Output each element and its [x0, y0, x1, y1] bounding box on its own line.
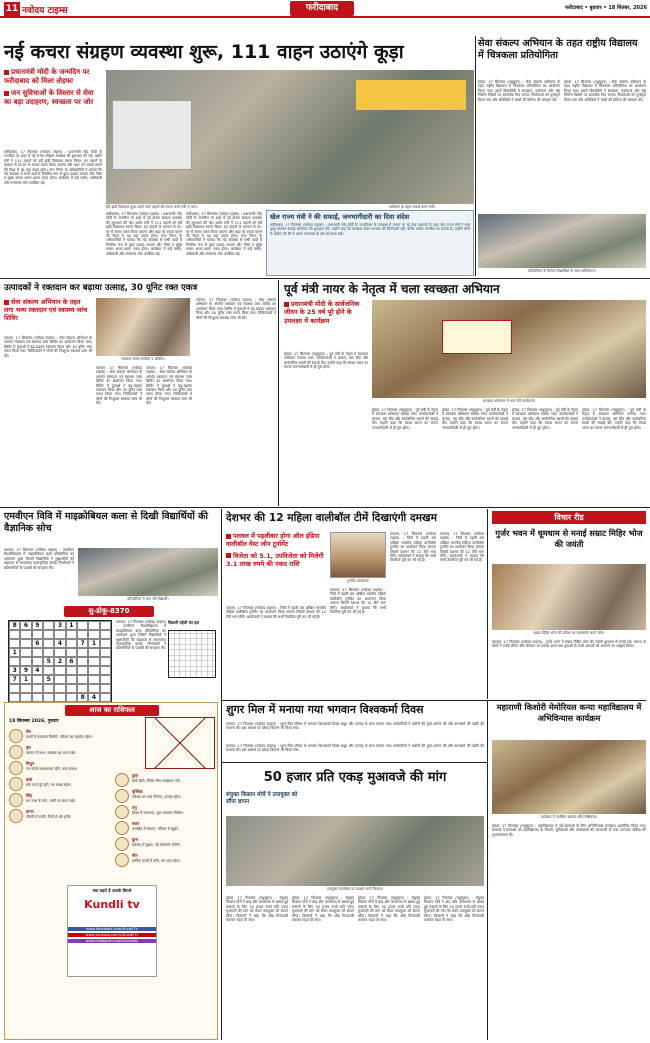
- zodiac-icon: [115, 853, 129, 867]
- zodiac-name: वृष: [26, 745, 31, 750]
- sudoku-cell: [77, 621, 88, 630]
- masthead: [0, 0, 650, 18]
- horoscope-date: 18 सितम्बर 2026, गुरुवार: [9, 719, 59, 724]
- sudoku-cell: [20, 648, 31, 657]
- zodiac-icon: [115, 773, 129, 787]
- lead-photo: [106, 70, 474, 204]
- zodiac-item: [115, 805, 215, 819]
- zodiac-item: [115, 821, 215, 835]
- volleyball-bullets: [226, 532, 326, 602]
- sudoku-title: सु-डोकू-8370: [64, 606, 154, 617]
- college-headline: महाराणी किशोरी मेमोरियल कन्या महाविद्यालय में अभिविन्यास कार्यक्रम: [496, 702, 642, 723]
- sudoku-cell: [54, 630, 65, 639]
- zodiac-name: कुंभ: [132, 837, 138, 842]
- zodiac-item: [115, 773, 215, 787]
- volleyball-body-4: पलवल, 17 सितम्बर (नवोदय टाइम्स) : जिले में पहली बार अखिल भारतीय महिला वालीबॉल टूर्नामेंट का आयोजन किया जाएगा जिसमें देशभर की 12 टीमें भाग लेंगी। आयोजकों ने बताया कि सभी तैयारियां पूरी कर ली गई हैं।: [440, 532, 484, 563]
- sudoku-cell: [9, 657, 20, 666]
- lead-body-col3: फरीदाबाद, 17 सितम्बर (नवोदय टाइम्स) : प्रधानमंत्री नरेंद्र मोदी के जन्मदिन पर शहर में नई कचरा संग्रहण व्यवस्था की शुरुआत की गई। उद्योग मंत्री ने 111 वाहनों को हरी झंडी दिखाकर रवाना किया। इन वाहनों के माध्यम से घर-घर से कचरा एकत्र किया जाएगा और शहर को स्वच्छ बनाने की दिशा में यह बड़ा कदम होगा। नगर निगम के अधिकारियों ने बताया कि नई व्यवस्था से सभी वार्डों में नियमित रूप से कूड़ा उठाया जाएगा और गीला व सूखा कचरा अलग-अलग एकत्र होगा। कार्यक्रम में कई पार्षद, अधिकारी और गणमान्य लोग उपस्थित रहे।: [186, 212, 262, 256]
- kundli-ad-brand: Kundli tv: [84, 898, 140, 911]
- zodiac-text: [26, 729, 93, 743]
- sudoku-cell: [43, 639, 54, 648]
- lead-bullet-1: प्रधानमंत्री मोदी के जन्मदिन पर फरीदाबाद को मिला तोहफा: [4, 68, 90, 85]
- sugar-body-right: पलवल, 17 सितम्बर (नवोदय टाइम्स) : शुगर मिल परिसर में भगवान विश्वकर्मा दिवस श्रद्धा और उत्साह के साथ मनाया गया। कर्मचारियों ने मशीनों की पूजा-अर्चना की और कारखाने की उन्नति की कामना की। इस अवसर पर प्रसाद वितरण भी किया गया।: [226, 744, 484, 753]
- sudoku-cell: [43, 693, 54, 702]
- sudoku-cell: [66, 684, 77, 693]
- zodiac-text: [132, 837, 180, 851]
- horoscope-chart: [145, 717, 215, 769]
- sudoku-cell: 9: [20, 666, 31, 675]
- sudoku-cell: [66, 675, 77, 684]
- kundli-ad: [67, 885, 157, 977]
- zodiac-name: वृश्चिक: [132, 789, 143, 794]
- right-top-body-b: होडल, 17 सितम्बर (मधुसूदन) : सेवा संकल्प अभियान के तहत राष्ट्रीय विद्यालय में चित्रकला प्रतियोगिता का आयोजन किया गया। इसमें विद्यार्थियों ने स्वच्छता, पर्यावरण और राष्ट्र निर्माण विषयों पर आकर्षक चित्र बनाए। विजेताओं को पुरस्कृत किया गया और अतिथियों ने बच्चों की प्रतिभा की सराहना की।: [564, 80, 646, 102]
- zodiac-name: सिंह: [26, 793, 32, 798]
- horoscope-box: [4, 702, 218, 1040]
- cleanliness-sub: प्रधानमंत्री मोदी के सार्वजनिक जीवन के 25 वर्ष पूरे होने के उपलक्ष्य में कार्यक्रम: [284, 300, 360, 325]
- sudoku-prev-grid: [168, 630, 216, 678]
- sudoku-cell: [54, 648, 65, 657]
- zodiac-name: धनु: [132, 805, 137, 810]
- zodiac-text: [132, 821, 179, 835]
- zodiac-name: मेष: [26, 729, 31, 734]
- right-top-caption: प्रतियोगिता के विजेता विद्यार्थियों के साथ अतिथिगण।: [528, 269, 596, 273]
- volleyball-person-caption: टूर्नामेंट आयोजक: [347, 579, 369, 583]
- sudoku-cell: 1: [20, 675, 31, 684]
- sports-headline: खेल राज्य मंत्री ने की सफाई, जनभागीदारी का दिया संदेश: [270, 213, 410, 221]
- zodiac-prediction: रुके कार्य पूरे होंगे, मन प्रसन्न रहेगा।: [26, 783, 72, 787]
- sudoku-prev-label: पिछली पहेली का हल: [168, 620, 200, 625]
- sudoku-cell: [66, 639, 77, 648]
- sudoku-cell: [32, 630, 43, 639]
- sudoku-cell: 7: [77, 639, 88, 648]
- cleanliness-body-2: होडल, 17 सितम्बर (मधुसूदन) : पूर्व मंत्री के नेतृत्व में स्वच्छता अभियान चलाया गया। कार्यकर्ताओं ने बाजार, बस स्टैंड और सार्वजनिक स्थलों की सफाई की। उन्होंने कहा कि स्वच्छ भारत का सपना जनभागीदारी से ही पूरा होगा।: [372, 408, 438, 430]
- volleyball-body-2: पलवल, 17 सितम्बर (नवोदय टाइम्स) : जिले में पहली बार अखिल भारतीय महिला वालीबॉल टूर्नामेंट का आयोजन किया जाएगा जिसमें देशभर की 12 टीमें भाग लेंगी। आयोजकों ने बताया कि सभी तैयारियां पूरी कर ली गई हैं।: [330, 588, 386, 615]
- zodiac-item: [115, 789, 215, 803]
- sudoku-cell: [88, 648, 99, 657]
- cleanliness-body-1: होडल, 17 सितम्बर (मधुसूदन) : पूर्व मंत्री के नेतृत्व में स्वच्छता अभियान चलाया गया। कार्यकर्ताओं ने बाजार, बस स्टैंड और सार्वजनिक स्थलों की सफाई की। उन्होंने कहा कि स्वच्छ भारत का सपना जनभागीदारी से ही पूरा होगा।: [284, 352, 368, 370]
- sudoku-cell: 8: [9, 621, 20, 630]
- zodiac-icon: [115, 837, 129, 851]
- volleyball-body-3: पलवल, 17 सितम्बर (नवोदय टाइम्स) : जिले में पहली बार अखिल भारतीय महिला वालीबॉल टूर्नामेंट का आयोजन किया जाएगा जिसमें देशभर की 12 टीमें भाग लेंगी। आयोजकों ने बताया कि सभी तैयारियां पूरी कर ली गई हैं।: [390, 532, 436, 563]
- sudoku-cell: [43, 684, 54, 693]
- sudoku-cell: [88, 684, 99, 693]
- sudoku-cell: [100, 693, 111, 702]
- zodiac-text: [132, 805, 184, 819]
- sudoku-cell: [9, 630, 20, 639]
- zodiac-prediction: धार्मिक कार्यों में रुचि, मन शांत रहेगा।: [132, 859, 181, 863]
- lead-headline: नई कचरा संग्रहण व्यवस्था शुरू, 111 वाहन उठाएंगे कूड़ा: [4, 41, 404, 63]
- zodiac-text: [26, 793, 75, 807]
- zodiac-icon: [115, 821, 129, 835]
- compensation-sub: संयुक्त किसान मोर्चे ने उपायुक्त को सौंपा ज्ञापन: [226, 792, 298, 805]
- zodiac-name: कर्क: [26, 777, 33, 782]
- zodiac-prediction: स्वास्थ्य में सुधार, नई योजनाएं बनेंगी।: [132, 843, 180, 847]
- zodiac-prediction: कार्यों में सफलता मिलेगी, परिवार का सहयोग रहेगा।: [26, 735, 93, 739]
- sudoku-cell: [88, 621, 99, 630]
- zodiac-name: मीन: [132, 853, 138, 858]
- sudoku-cell: [66, 666, 77, 675]
- sudoku-cell: [32, 675, 43, 684]
- sudoku-cell: [77, 648, 88, 657]
- zodiac-prediction: परिश्रम का फल मिलेगा, उत्साह रहेगा।: [132, 795, 182, 799]
- sudoku-cell: 3: [54, 621, 65, 630]
- volleyball-bullet-1: पलवल में पहलीबार होगा ऑल इंडिया वालीबॉल वेस्ट जोन टूर्नामेंट: [226, 532, 320, 549]
- lead-body-col2: फरीदाबाद, 17 सितम्बर (नवोदय टाइम्स) : प्रधानमंत्री नरेंद्र मोदी के जन्मदिन पर शहर में नई कचरा संग्रहण व्यवस्था की शुरुआत की गई। उद्योग मंत्री ने 111 वाहनों को हरी झंडी दिखाकर रवाना किया। इन वाहनों के माध्यम से घर-घर से कचरा एकत्र किया जाएगा और शहर को स्वच्छ बनाने की दिशा में यह बड़ा कदम होगा। नगर निगम के अधिकारियों ने बताया कि नई व्यवस्था से सभी वार्डों में नियमित रूप से कूड़ा उठाया जाएगा और गीला व सूखा कचरा अलग-अलग एकत्र होगा। कार्यक्रम में कई पार्षद, अधिकारी और गणमान्य लोग उपस्थित रहे।: [106, 212, 182, 256]
- kundli-ad-fb[interactable]: www.facebook.com/KundliTv: [68, 927, 156, 931]
- cleanliness-body-5: होडल, 17 सितम्बर (मधुसूदन) : पूर्व मंत्री के नेतृत्व में स्वच्छता अभियान चलाया गया। कार्यकर्ताओं ने बाजार, बस स्टैंड और सार्वजनिक स्थलों की सफाई की। उन्होंने कहा कि स्वच्छ भारत का सपना जनभागीदारी से ही पूरा होगा।: [582, 408, 646, 430]
- volleyball-bullet-2: विजेता को 5.1, उपविजेता को मिलेगी 3.1 लाख रुपये की नकद राशि: [226, 551, 324, 569]
- mbs-photo: [78, 548, 218, 596]
- compensation-body-4: होडल, 17 सितम्बर (मधुसूदन) : संयुक्त किसान मोर्चे ने बाढ़ और जलभराव से खराब हुई फसलों के लिए 50 हजार रुपये प्रति एकड़ मुआवजे की मांग को लेकर उपायुक्त को ज्ञापन सौंपा। किसानों ने कहा कि शीघ्र गिरदावरी कराकर राहत दी जाए।: [424, 896, 484, 923]
- zodiac-text: [26, 745, 76, 759]
- sudoku-cell: [43, 630, 54, 639]
- sudoku-cell: 9: [32, 621, 43, 630]
- mbs-headline: एमवीएन विवि में माइक्रोबियल कला से दिखी विद्यार्थियों की वैज्ञानिक सोच: [4, 511, 209, 534]
- sudoku-cell: [20, 657, 31, 666]
- lead-body-col1: फरीदाबाद, 17 सितम्बर (नवोदय टाइम्स) : प्रधानमंत्री नरेंद्र मोदी के जन्मदिन पर शहर में नई कचरा संग्रहण व्यवस्था की शुरुआत की गई। उद्योग मंत्री ने 111 वाहनों को हरी झंडी दिखाकर रवाना किया। इन वाहनों के माध्यम से घर-घर से कचरा एकत्र किया जाएगा और शहर को स्वच्छ बनाने की दिशा में यह बड़ा कदम होगा। नगर निगम के अधिकारियों ने बताया कि नई व्यवस्था से सभी वार्डों में नियमित रूप से कूड़ा उठाया जाएगा और गीला व सूखा कचरा अलग-अलग एकत्र होगा। कार्यक्रम में कई पार्षद, अधिकारी और गणमान्य लोग उपस्थित रहे।: [4, 150, 102, 185]
- cleanliness-photo: [372, 300, 646, 398]
- horoscope-title: आज का राशिफल: [65, 705, 159, 716]
- zodiac-name: तुला: [132, 773, 139, 778]
- zodiac-prediction: कार्यक्षेत्र में सम्मान, परिवार में खुशी।: [132, 827, 179, 831]
- zodiac-item: [115, 853, 215, 867]
- sudoku-cell: 1: [88, 639, 99, 648]
- sudoku-cell: 6: [66, 657, 77, 666]
- zodiac-name: मिथुन: [26, 761, 35, 766]
- sudoku-cell: 2: [54, 657, 65, 666]
- sudoku-cell: [100, 675, 111, 684]
- blood-body-1: पलवल, 17 सितम्बर (नवोदय टाइम्स) : सेवा संकल्प अभियान के अंतर्गत रक्तदान एवं स्वास्थ्य जांच शिविर का आयोजन किया गया। शिविर में युवाओं ने बढ़-चढ़कर रक्तदान किया और 30 यूनिट रक्त एकत्र किया गया। चिकित्सकों ने लोगों की निःशुल्क स्वास्थ्य जांच भी की।: [4, 336, 92, 358]
- sudoku-cell: [77, 684, 88, 693]
- sudoku-cell: 6: [20, 621, 31, 630]
- lead-bullet-2: जन सुविधाओं के विस्तार से सेवा का बड़ा उदाहरण, स्वच्छता पर जोर: [4, 89, 94, 106]
- zodiac-item: [9, 793, 109, 807]
- sudoku-cell: [20, 693, 31, 702]
- sudoku-cell: [88, 666, 99, 675]
- zodiac-text: [132, 773, 180, 787]
- mbs-body: पलवल, 17 सितम्बर (नवोदय टाइम्स) : एमवीएन विश्वविद्यालय में माइक्रोबियल कला प्रतियोगिता का आयोजन हुआ जिसमें विद्यार्थियों ने सूक्ष्मजीवों की सहायता से रचनात्मक कलाकृतियां बनाईं। निर्णायकों ने प्रतिभागियों के प्रयासों की सराहना की।: [4, 548, 74, 570]
- sudoku-cell: [66, 648, 77, 657]
- kundli-ad-tag: क्या कहते हैं आपके सितारे: [92, 888, 132, 893]
- sudoku-cell: [100, 666, 111, 675]
- cleanliness-banner: [442, 320, 512, 354]
- compensation-body-2: होडल, 17 सितम्बर (मधुसूदन) : संयुक्त किसान मोर्चे ने बाढ़ और जलभराव से खराब हुई फसलों के लिए 50 हजार रुपये प्रति एकड़ मुआवजे की मांग को लेकर उपायुक्त को ज्ञापन सौंपा। किसानों ने कहा कि शीघ्र गिरदावरी कराकर राहत दी जाए।: [292, 896, 354, 923]
- sudoku-cell: [32, 684, 43, 693]
- sudoku-cell: [77, 666, 88, 675]
- zodiac-item: [9, 761, 109, 775]
- sudoku-cell: [88, 657, 99, 666]
- zodiac-icon: [115, 805, 129, 819]
- sudoku-cell: [77, 657, 88, 666]
- zodiac-icon: [9, 809, 23, 823]
- zodiac-name: मकर: [132, 821, 140, 826]
- right-top-headline: सेवा संकल्प अभियान के तहत राष्ट्रीय विद्यालय में चित्रकला प्रतियोगिता: [478, 38, 638, 61]
- sudoku-cell: 4: [32, 666, 43, 675]
- right-top-body-a: होडल, 17 सितम्बर (मधुसूदन) : सेवा संकल्प अभियान के तहत राष्ट्रीय विद्यालय में चित्रकला प्रतियोगिता का आयोजन किया गया। इसमें विद्यार्थियों ने स्वच्छता, पर्यावरण और राष्ट्र निर्माण विषयों पर आकर्षक चित्र बनाए। विजेताओं को पुरस्कृत किया गया और अतिथियों ने बच्चों की प्रतिभा की सराहना की।: [478, 80, 560, 102]
- brand-name: नवोदय टाइम्स: [22, 6, 68, 16]
- chikitsa-body: पलवल, 17 सितम्बर (नवोदय टाइम्स) : गुर्जर भवन में सम्राट मिहिर भोज की जयंती धूमधाम से मनाई गई। समाज के लोगों ने उनके जीवन और योगदान पर प्रकाश डाला तथा युवाओं से उनके आदर्शों को अपनाने का आह्वान किया।: [492, 640, 646, 649]
- sudoku-cell: [88, 675, 99, 684]
- zodiac-text: [26, 777, 71, 791]
- college-body: होडल, 17 सितम्बर (मधुसूदन) : महाविद्यालय में नई छात्राओं के लिए अभिविन्यास कार्यक्रम आयोजित किया गया। प्राचार्या ने छात्राओं को महाविद्यालय के नियमों, सुविधाओं और पाठ्यक्रमों की जानकारी दी तथा उज्ज्वल भविष्य की शुभकामनाएं दीं।: [492, 824, 646, 837]
- sudoku-cell: [9, 693, 20, 702]
- zodiac-item: [9, 729, 109, 743]
- zodiac-prediction: खर्च बढ़ेंगे, निवेश सोच-समझकर करें।: [132, 779, 181, 783]
- sudoku-cell: [88, 630, 99, 639]
- sudoku-grid: [8, 620, 112, 703]
- lead-bullets: [4, 68, 102, 148]
- section-title: फरीदाबाद: [290, 1, 354, 16]
- volleyball-body-1: पलवल, 17 सितम्बर (नवोदय टाइम्स) : जिले में पहली बार अखिल भारतीय महिला वालीबॉल टूर्नामेंट का आयोजन किया जाएगा जिसमें देशभर की 12 टीमें भाग लेंगी। आयोजकों ने बताया कि सभी तैयारियां पूरी कर ली गई हैं।: [226, 606, 326, 619]
- zodiac-prediction: शिक्षा में सफलता, शुभ समाचार मिलेगा।: [132, 811, 184, 815]
- zodiac-item: [115, 837, 215, 851]
- cleanliness-caption: स्वच्छता अभियान में भाग लेते कार्यकर्ता।: [482, 399, 536, 403]
- sports-box: [266, 210, 474, 276]
- chikitsa-photo: [492, 564, 646, 630]
- lead-photo-caption: हरी झंडी दिखाकर कूड़ा उठाने वाले वाहनों को रवाना करते मंत्री व अन्य।: [106, 205, 198, 209]
- banner-shape: [356, 80, 466, 110]
- dateline: फरीदाबाद • बुधवार • 18 सितंबर, 2026: [564, 5, 647, 11]
- college-caption: कार्यक्रम में उपस्थित छात्राएं और शिक्षिकाएं।: [540, 815, 598, 819]
- sudoku-cell: [20, 684, 31, 693]
- horoscope-list-left: [9, 729, 109, 1035]
- zodiac-icon: [9, 793, 23, 807]
- cleanliness-headline: पूर्व मंत्री नायर के नेतृत्व में चला स्वच्छता अभियान: [284, 282, 500, 296]
- volleyball-headline: देशभर की 12 महिला वालीबॉल टीमें दिखाएंगी दमखम: [226, 512, 437, 524]
- sudoku-cell: [32, 657, 43, 666]
- sudoku-cell: 5: [43, 657, 54, 666]
- zodiac-name: कन्या: [26, 809, 34, 814]
- sudoku-cell: [77, 630, 88, 639]
- sudoku-cell: [9, 639, 20, 648]
- sudoku-cell: [100, 648, 111, 657]
- sugar-headline: शुगर मिल में मनाया गया भगवान विश्वकर्मा दिवस: [226, 703, 424, 716]
- sports-body: फरीदाबाद, 17 सितम्बर (नवोदय टाइम्स) : प्रधानमंत्री नरेंद्र मोदी के जन्मदिवस के उपलक्ष्य में चलाए जा रहे सेवा पखवाड़े के तहत खेल राज्य मंत्री ने स्वयं झाड़ू लगाकर सफाई अभियान की शुरुआत की। उन्होंने कहा कि स्वच्छता केवल सरकार की जिम्मेदारी नहीं, बल्कि प्रत्येक नागरिक का कर्तव्य है। उन्होंने लोगों से अपील की कि वे अपने आसपास के क्षेत्र को साफ रखें।: [270, 223, 470, 236]
- truck-shape: [112, 100, 192, 170]
- sudoku-cell: [100, 630, 111, 639]
- blood-sub: सेवा संकल्प अभियान के तहत लगा भव्य रक्तदान एवं स्वास्थ्य जांच शिविर: [4, 298, 88, 322]
- compensation-headline: 50 हजार प्रति एकड़ मुआवजे की मांग: [263, 770, 447, 785]
- sudoku-cell: [43, 666, 54, 675]
- college-photo: [492, 740, 646, 814]
- zodiac-item: [9, 809, 109, 823]
- sudoku-instructions: पलवल, 17 सितम्बर (नवोदय टाइम्स) : एमवीएन विश्वविद्यालय में माइक्रोबियल कला प्रतियोगिता का आयोजन हुआ जिसमें विद्यार्थियों ने सूक्ष्मजीवों की सहायता से रचनात्मक कलाकृतियां बनाईं। निर्णायकों ने प्रतिभागियों के प्रयासों की सराहना की।: [116, 620, 166, 651]
- sudoku-cell: 3: [9, 666, 20, 675]
- sugar-body: पलवल, 17 सितम्बर (नवोदय टाइम्स) : शुगर मिल परिसर में भगवान विश्वकर्मा दिवस श्रद्धा और उत्साह के साथ मनाया गया। कर्मचारियों ने मशीनों की पूजा-अर्चना की और कारखाने की उन्नति की कामना की। इस अवसर पर प्रसाद वितरण भी किया गया।: [226, 722, 484, 731]
- zodiac-icon: [9, 777, 23, 791]
- blood-body-2: पलवल, 17 सितम्बर (नवोदय टाइम्स) : सेवा संकल्प अभियान के अंतर्गत रक्तदान एवं स्वास्थ्य जांच शिविर का आयोजन किया गया। शिविर में युवाओं ने बढ़-चढ़कर रक्तदान किया और 30 यूनिट रक्त एकत्र किया गया। चिकित्सकों ने लोगों की निःशुल्क स्वास्थ्य जांच भी की।: [96, 366, 142, 406]
- sudoku-cell: [66, 630, 77, 639]
- sudoku-cell: [54, 675, 65, 684]
- zodiac-text: [132, 853, 180, 867]
- page-number: 11: [5, 4, 19, 14]
- blood-photo: [96, 298, 190, 356]
- sudoku-cell: 7: [9, 675, 20, 684]
- compensation-photo: [226, 816, 484, 886]
- sudoku-cell: 5: [43, 675, 54, 684]
- sudoku-cell: [100, 684, 111, 693]
- zodiac-text: [26, 761, 77, 775]
- compensation-body-3: होडल, 17 सितम्बर (मधुसूदन) : संयुक्त किसान मोर्चे ने बाढ़ और जलभराव से खराब हुई फसलों के लिए 50 हजार रुपये प्रति एकड़ मुआवजे की मांग को लेकर उपायुक्त को ज्ञापन सौंपा। किसानों ने कहा कि शीघ्र गिरदावरी कराकर राहत दी जाए।: [358, 896, 420, 923]
- sudoku-cell: [43, 648, 54, 657]
- sudoku-cell: [43, 621, 54, 630]
- sudoku-cell: [100, 639, 111, 648]
- blood-body-4: पलवल, 17 सितम्बर (नवोदय टाइम्स) : सेवा संकल्प अभियान के अंतर्गत रक्तदान एवं स्वास्थ्य जांच शिविर का आयोजन किया गया। शिविर में युवाओं ने बढ़-चढ़कर रक्तदान किया और 30 यूनिट रक्त एकत्र किया गया। चिकित्सकों ने लोगों की निःशुल्क स्वास्थ्य जांच भी की।: [196, 298, 276, 320]
- sudoku-cell: 4: [88, 693, 99, 702]
- zodiac-item: [9, 745, 109, 759]
- sudoku-cell: [20, 639, 31, 648]
- volleyball-person-photo: [330, 532, 386, 578]
- cleanliness-body-3: होडल, 17 सितम्बर (मधुसूदन) : पूर्व मंत्री के नेतृत्व में स्वच्छता अभियान चलाया गया। कार्यकर्ताओं ने बाजार, बस स्टैंड और सार्वजनिक स्थलों की सफाई की। उन्होंने कहा कि स्वच्छ भारत का सपना जनभागीदारी से ही पूरा होगा।: [442, 408, 508, 430]
- zodiac-prediction: धन लाभ के योग, वाणी पर संयम रखें।: [26, 799, 76, 803]
- sudoku-cell: [9, 684, 20, 693]
- zodiac-prediction: नए संपर्क लाभदायक रहेंगे, यात्रा संभव।: [26, 767, 78, 771]
- zodiac-item: [9, 777, 109, 791]
- blood-body-3: पलवल, 17 सितम्बर (नवोदय टाइम्स) : सेवा संकल्प अभियान के अंतर्गत रक्तदान एवं स्वास्थ्य जांच शिविर का आयोजन किया गया। शिविर में युवाओं ने बढ़-चढ़कर रक्तदान किया और 30 यूनिट रक्त एकत्र किया गया। चिकित्सकों ने लोगों की निःशुल्क स्वास्थ्य जांच भी की।: [146, 366, 192, 406]
- zodiac-prediction: नौकरी में प्रगति, मित्रों से भेंट होगी।: [26, 815, 72, 819]
- compensation-body-1: होडल, 17 सितम्बर (मधुसूदन) : संयुक्त किसान मोर्चे ने बाढ़ और जलभराव से खराब हुई फसलों के लिए 50 हजार रुपये प्रति एकड़ मुआवजे की मांग को लेकर उपायुक्त को ज्ञापन सौंपा। किसानों ने कहा कि शीघ्र गिरदावरी कराकर राहत दी जाए।: [226, 896, 288, 923]
- kundli-ad-ig[interactable]: www.instagram.com/kundlitv: [68, 939, 156, 943]
- zodiac-icon: [115, 789, 129, 803]
- mbs-caption: प्रतियोगिता में भाग लेते विद्यार्थी।: [127, 597, 169, 601]
- sudoku-cell: 6: [32, 639, 43, 648]
- sudoku-cell: [66, 693, 77, 702]
- chikitsa-headline: गुर्जर भवन में धूमधाम से मनाई सम्राट मिहिर भोज की जयंती: [495, 528, 643, 549]
- zodiac-icon: [9, 745, 23, 759]
- blood-headline: उत्पादकों ने रक्तदान कर बढ़ाया उत्साह, 30 यूनिट रक्त एकत्र: [4, 283, 198, 293]
- right-top-photo: [478, 214, 646, 268]
- chikitsa-caption: सम्राट मिहिर भोज की प्रतिमा पर माल्यार्पण करते लोग।: [533, 631, 605, 635]
- sudoku-cell: [20, 630, 31, 639]
- sudoku-box: [4, 606, 218, 701]
- sudoku-cell: [54, 666, 65, 675]
- lead-photo2-caption: अभियान के तहत सफाई करते मंत्री।: [388, 205, 436, 209]
- cleanliness-body-4: होडल, 17 सितम्बर (मधुसूदन) : पूर्व मंत्री के नेतृत्व में स्वच्छता अभियान चलाया गया। कार्यकर्ताओं ने बाजार, बस स्टैंड और सार्वजनिक स्थलों की सफाई की। उन्होंने कहा कि स्वच्छ भारत का सपना जनभागीदारी से ही पूरा होगा।: [512, 408, 578, 430]
- sudoku-cell: 8: [77, 693, 88, 702]
- zodiac-icon: [9, 761, 23, 775]
- zodiac-prediction: व्यापार में लाभ, स्वास्थ्य का ध्यान रखें।: [26, 751, 76, 755]
- sudoku-cell: [54, 684, 65, 693]
- sudoku-cell: [32, 648, 43, 657]
- sudoku-cell: [100, 657, 111, 666]
- vichar-box-title: विचार रीड: [492, 511, 646, 524]
- sudoku-cell: [54, 693, 65, 702]
- zodiac-icon: [9, 729, 23, 743]
- sudoku-cell: [100, 621, 111, 630]
- zodiac-text: [132, 789, 181, 803]
- sudoku-cell: 1: [66, 621, 77, 630]
- compensation-caption: उपायुक्त कार्यालय पर प्रदर्शन करते किसान।: [326, 887, 384, 891]
- zodiac-text: [26, 809, 71, 823]
- kundli-ad-yt[interactable]: www.youtube.com/c/KundliTv: [68, 933, 156, 937]
- blood-caption: रक्तदान करते नागरिक व अतिथि।: [121, 357, 165, 361]
- sudoku-cell: 4: [54, 639, 65, 648]
- sudoku-cell: [32, 693, 43, 702]
- sudoku-cell: [77, 675, 88, 684]
- sudoku-cell: 1: [9, 648, 20, 657]
